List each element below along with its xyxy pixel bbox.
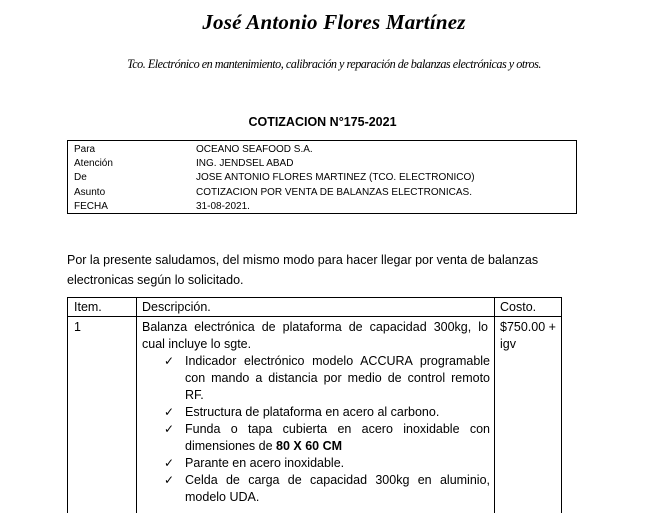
feature-text: Parante en acero inoxidable. — [185, 456, 345, 470]
info-value: COTIZACION POR VENTA DE BALANZAS ELECTRONICAS. — [196, 187, 472, 198]
quote-number: COTIZACION N°175-2021 — [248, 115, 397, 129]
row-cost: $750.00 + igv — [500, 320, 556, 351]
row-item-number: 1 — [74, 320, 81, 334]
header-item: Item. — [74, 300, 102, 314]
info-label: De — [74, 172, 87, 183]
info-value: OCEANO SEAFOOD S.A. — [196, 144, 313, 155]
feature-text: Celda de carga de capacidad 300kg en aluminio, modelo UDA. — [185, 473, 490, 504]
info-label: Asunto — [74, 187, 106, 198]
check-icon: ✓ — [164, 473, 175, 487]
check-icon: ✓ — [164, 405, 175, 419]
check-icon: ✓ — [164, 456, 175, 470]
check-icon: ✓ — [164, 354, 175, 368]
info-value: JOSE ANTONIO FLORES MARTINEZ (TCO. ELECTRONICO) — [196, 172, 475, 183]
header-description: Descripción. — [142, 300, 211, 314]
feature-text: Indicador electrónico modelo ACCURA programable con mando a distancia por medio de control remoto RF. — [185, 354, 490, 402]
header-cost: Costo. — [500, 300, 537, 314]
info-value: ING. JENDSEL ABAD — [196, 158, 294, 169]
info-label: Para — [74, 144, 96, 155]
feature-item — [164, 404, 490, 421]
feature-item — [164, 472, 490, 506]
header-divider — [68, 316, 561, 317]
document-tagline: Tco. Electrónico en mantenimiento, calibración y reparación de balanzas electrónicas y otros. — [127, 57, 541, 71]
feature-item — [164, 455, 490, 472]
feature-item — [164, 353, 490, 404]
feature-text: Funda o tapa cubierta en acero inoxidable con dimensiones de — [185, 422, 490, 453]
intro-paragraph: Por la presente saludamos, del mismo modo para hacer llegar por venta de balanzas electronicas según lo solicitado. — [67, 253, 539, 287]
info-label: Atención — [74, 158, 113, 169]
column-divider — [494, 298, 495, 513]
feature-item — [164, 421, 490, 455]
feature-list — [164, 353, 490, 506]
info-label: FECHA — [74, 201, 108, 212]
feature-text: Estructura de plataforma en acero al carbono. — [185, 405, 440, 419]
row-description: Balanza electrónica de plataforma de capacidad 300kg, lo cual incluye lo sgte. — [142, 320, 488, 351]
document-title: José Antonio Flores Martínez — [202, 10, 466, 34]
items-table — [67, 297, 562, 513]
quote-info-box — [67, 140, 577, 214]
info-value: 31-08-2021. — [196, 201, 250, 212]
feature-dimensions: 80 X 60 CM — [276, 439, 343, 453]
check-icon: ✓ — [164, 422, 175, 436]
column-divider — [136, 298, 137, 513]
